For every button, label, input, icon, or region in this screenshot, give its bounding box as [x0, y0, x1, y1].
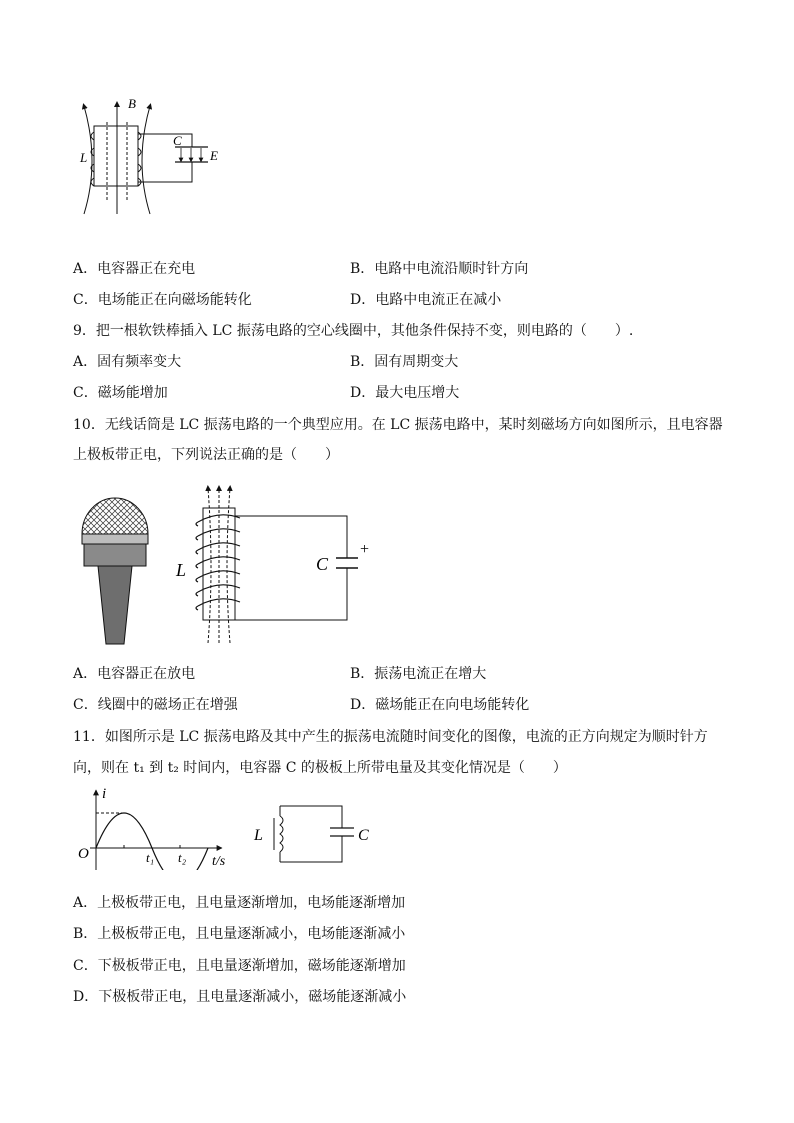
q9-option-a[interactable]: A．固有频率变大 — [73, 354, 182, 370]
q10-stem-line2: 上极板带正电，下列说法正确的是（ ） — [73, 447, 339, 463]
q9-option-b[interactable]: B．固有周期变大 — [350, 354, 459, 370]
label-B: B — [128, 96, 136, 111]
q11-stem-line1: 11．如图所示是 LC 振荡电路及其中产生的振荡电流随时间变化的图像，电流的正方向规定为顺时针方 — [73, 729, 708, 745]
label-L: L — [176, 560, 187, 580]
label-L: L — [254, 827, 263, 844]
label-t1: t₁ — [146, 850, 155, 865]
label-C: C — [173, 133, 182, 148]
q10-option-a[interactable]: A．电容器正在放电 — [73, 666, 196, 682]
label-plus: + — [360, 541, 370, 558]
label-t-axis: t/s — [212, 854, 226, 869]
q9-option-c[interactable]: C．磁场能增加 — [73, 385, 168, 401]
label-L: L — [80, 150, 88, 165]
q8-option-c[interactable]: C．电场能正在向磁场能转化 — [73, 292, 252, 308]
microphone-head-icon — [82, 498, 148, 534]
q8-option-a[interactable]: A．电容器正在充电 — [73, 261, 196, 277]
label-t2: t₂ — [178, 850, 187, 865]
q11-option-a[interactable]: A．上极板带正电，且电量逐渐增加，电场能逐渐增加 — [73, 895, 406, 911]
q11-option-c[interactable]: C．下极板带正电，且电量逐渐增加，磁场能逐渐增加 — [73, 958, 406, 974]
label-i: i — [102, 786, 107, 802]
figure-lc-circuit-small — [252, 802, 382, 866]
q10-option-c[interactable]: C．线圈中的磁场正在增强 — [73, 697, 238, 713]
q10-option-d[interactable]: D．磁场能正在向电场能转化 — [350, 697, 530, 713]
figure-solenoid-capacitor — [70, 92, 230, 222]
figure-current-time-graph — [72, 786, 242, 870]
label-C: C — [358, 827, 369, 844]
label-O: O — [78, 846, 89, 862]
q9-option-d[interactable]: D．最大电压增大 — [350, 385, 460, 401]
label-E: E — [210, 148, 218, 163]
q8-option-b[interactable]: B．电路中电流沿顺时针方向 — [350, 261, 529, 277]
q11-option-d[interactable]: D．下极板带正电，且电量逐渐减小，磁场能逐渐减小 — [73, 989, 407, 1005]
q8-option-d[interactable]: D．电路中电流正在减小 — [350, 292, 502, 308]
label-C: C — [316, 554, 329, 574]
microphone-handle-icon — [98, 566, 132, 644]
figure-microphone-lc-circuit — [70, 478, 390, 650]
q10-option-b[interactable]: B．振荡电流正在增大 — [350, 666, 487, 682]
q10-stem-line1: 10．无线话筒是 LC 振荡电路的一个典型应用。在 LC 振荡电路中，某时刻磁场方向如图所示，且电容器 — [73, 417, 723, 433]
q11-stem-line2: 向，则在 t₁ 到 t₂ 时间内，电容器 C 的极板上所带电量及其变化情况是（ ） — [73, 760, 567, 776]
q9-stem: 9．把一根软铁棒插入 LC 振荡电路的空心线圈中，其他条件保持不变，则电路的（ ）. — [73, 323, 634, 339]
q11-option-b[interactable]: B．上极板带正电，且电量逐渐减小，电场能逐渐减小 — [73, 926, 406, 942]
